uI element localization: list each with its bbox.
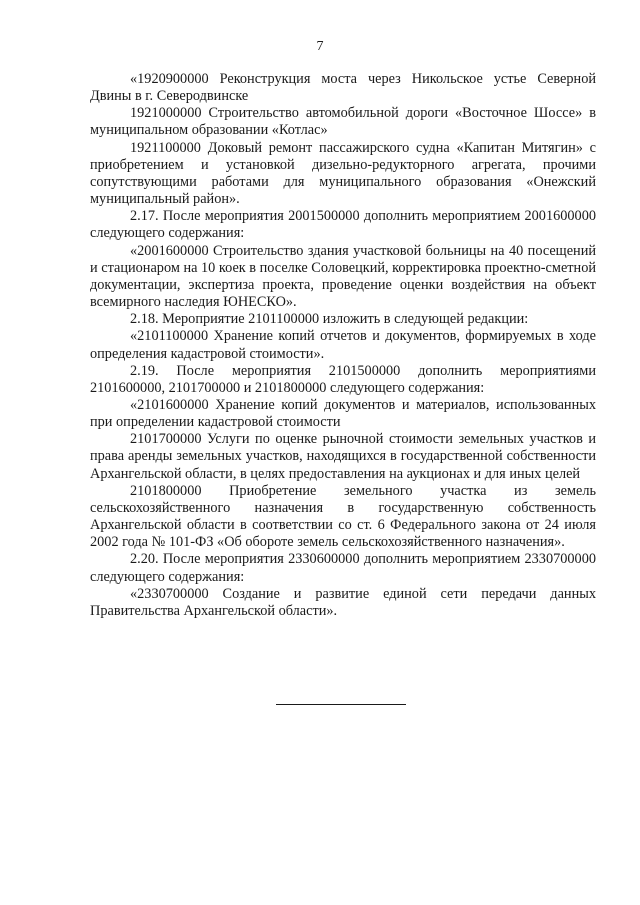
- paragraph-item-2001600000: «2001600000 Строительство здания участковой больницы на 40 посещений и стационаром на 10 коек в поселке Соловецкий, корректировка проектно-сметной документации, экспертиза проекта, проведение оценки воздействия на объект всемирного наследия ЮНЕСКО».: [90, 242, 596, 311]
- paragraph-item-2330700000: «2330700000 Создание и развитие единой сети передачи данных Правительства Архангельской области».: [90, 585, 596, 619]
- paragraph-item-2101100000: «2101100000 Хранение копий отчетов и документов, формируемых в ходе определения кадастровой стоимости».: [90, 328, 596, 362]
- paragraph-clause-2-20: 2.20. После мероприятия 2330600000 дополнить мероприятием 2330700000 следующего содержания:: [90, 551, 596, 585]
- document-body: [90, 71, 596, 620]
- paragraph-clause-2-18: 2.18. Мероприятие 2101100000 изложить в следующей редакции:: [130, 311, 529, 328]
- paragraph-item-2101600000: «2101600000 Хранение копий документов и материалов, использованных при определении кадастровой стоимости: [90, 396, 596, 431]
- end-divider: [276, 704, 406, 705]
- paragraph-item-1921000000: 1921000000 Строительство автомобильной дороги «Восточное Шоссе» в муниципальном образовании «Котлас»: [90, 105, 596, 139]
- paragraph-item-1920900000: «1920900000 Реконструкция моста через Никольское устье Северной Двины в г. Северодвинске: [90, 71, 596, 105]
- paragraph-item-2101700000: 2101700000 Услуги по оценке рыночной стоимости земельных участков и права аренды земельных участков, находящихся в государственной собственности Архангельской области, в целях предоставления на аукционах и для иных целей: [90, 431, 596, 482]
- paragraph-clause-2-19: 2.19. После мероприятия 2101500000 дополнить мероприятиями 2101600000, 2101700000 и 2101800000 следующего содержания:: [90, 362, 596, 396]
- paragraph-item-1921100000: 1921100000 Доковый ремонт пассажирского судна «Капитан Митягин» с приобретением и установкой дизельно-редукторного агрегата, прочими сопутствующими работами для муниципального образования «Онежский муниципальный район».: [90, 139, 596, 208]
- paragraph-clause-2-17: 2.17. После мероприятия 2001500000 дополнить мероприятием 2001600000 следующего содержания:: [90, 208, 596, 242]
- page-number: 7: [316, 39, 324, 54]
- paragraph-item-2101800000: 2101800000 Приобретение земельного участка из земель сельскохозяйственного назначения в государственную собственность Архангельской области в соответствии со ст. 6 Федерального закона от 24 июля 2002 года № 101-ФЗ «Об обороте земель сельскохозяйственного назначения».: [90, 482, 596, 551]
